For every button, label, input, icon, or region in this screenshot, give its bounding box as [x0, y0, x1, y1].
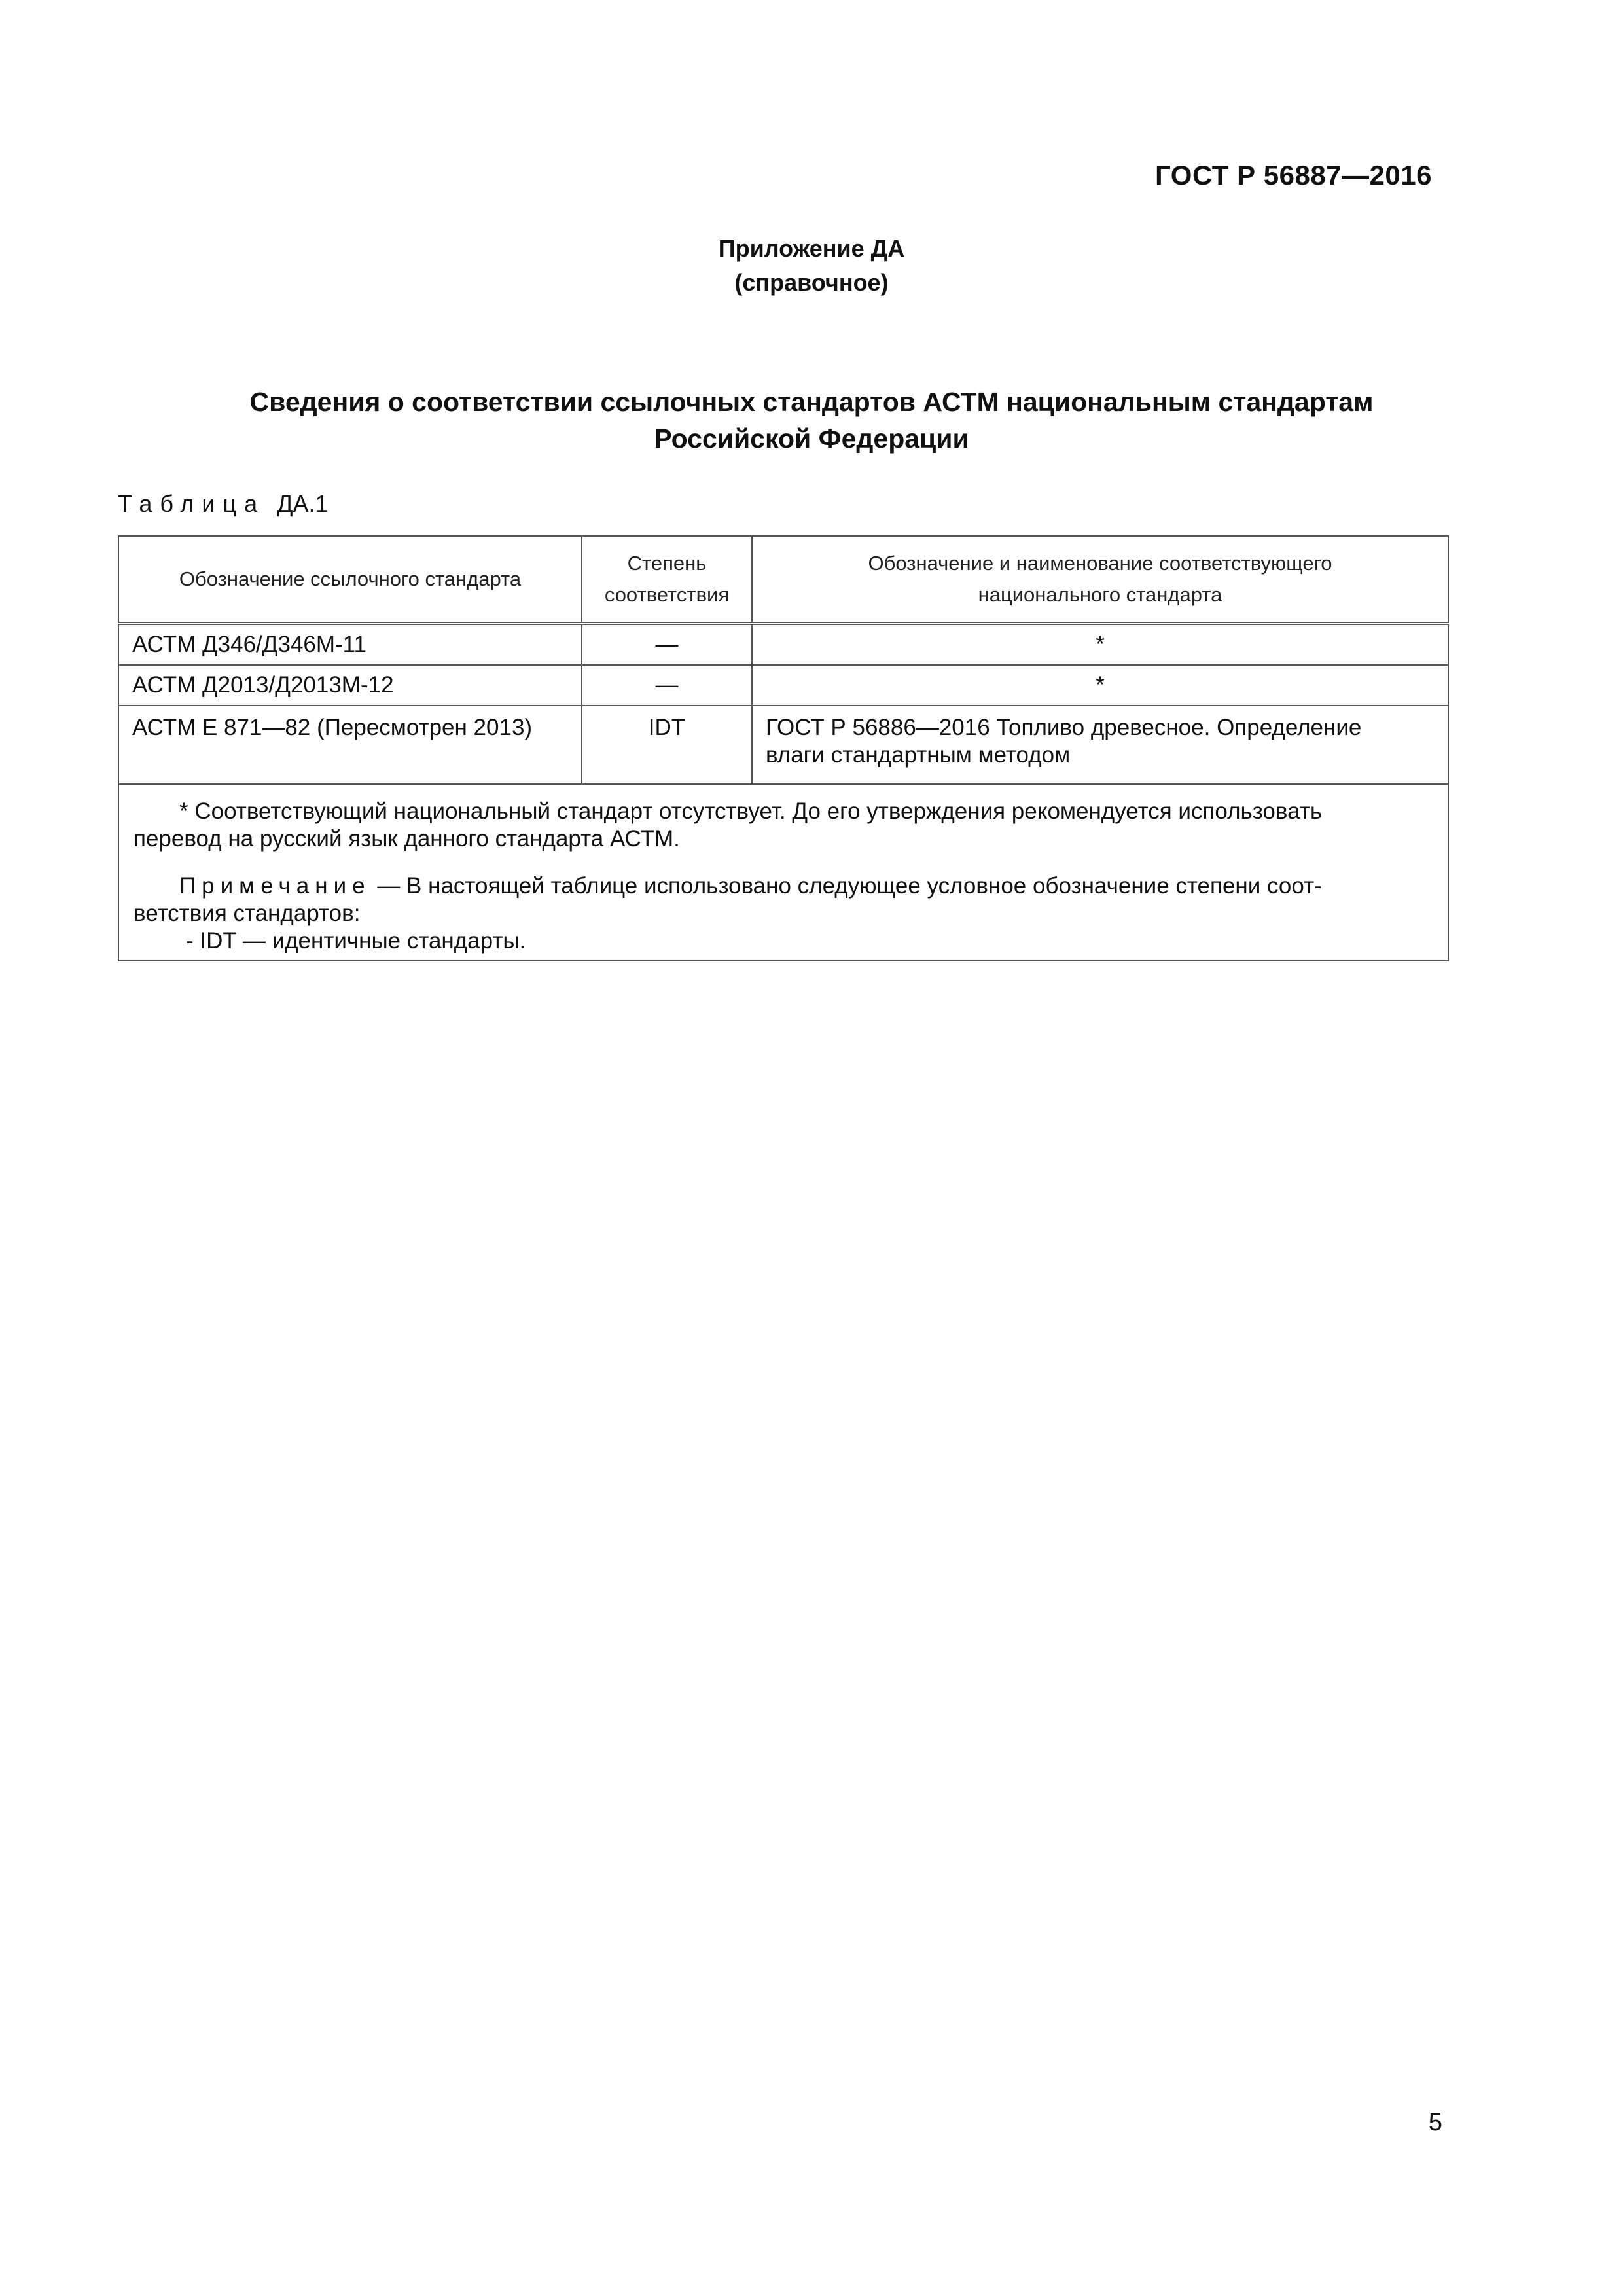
header-national-standard [752, 536, 1448, 624]
cell-degree: IDT [582, 706, 752, 784]
cell-reference: АСТМ Д346/Д346М-11 [118, 624, 582, 666]
note-label: Примечание [179, 873, 371, 899]
cell-national-line1: ГОСТ Р 56886—2016 Топливо древесное. Определение [766, 715, 1362, 740]
document-code: ГОСТ Р 56887—2016 [1155, 160, 1432, 190]
note-bullet: - IDT — идентичные стандарты. [186, 928, 526, 954]
section-title-line1: Сведения о соответствии ссылочных стандартов АСТМ национальным стандартам [249, 387, 1374, 417]
table-row [118, 665, 1448, 706]
header-national-line2: национального стандарта [978, 583, 1222, 606]
cell-degree: — [582, 665, 752, 706]
appendix-heading [0, 232, 1623, 300]
note-line1 [134, 872, 1433, 900]
header-reference-standard: Обозначение ссылочного стандарта [118, 536, 582, 624]
appendix-subtitle: (справочное) [734, 269, 889, 296]
table-row [118, 706, 1448, 784]
appendix-title: Приложение ДА [718, 235, 905, 262]
header-degree-line2: соответствия [604, 583, 730, 606]
table-header-row [118, 536, 1448, 624]
table-notes [118, 784, 1448, 961]
cell-national-line2: влаги стандартным методом [766, 742, 1071, 768]
note-line2: ветствия стандартов: [134, 901, 361, 926]
header-national-line1: Обозначение и наименование соответствующего [868, 552, 1332, 575]
table-caption [118, 490, 329, 518]
cell-national [752, 706, 1448, 784]
cell-reference: АСТМ Е 871—82 (Пересмотрен 2013) [118, 706, 582, 784]
section-title [157, 384, 1466, 457]
page-number: 5 [1428, 2109, 1442, 2136]
section-title-line2: Российской Федерации [654, 423, 969, 454]
table-caption-word: Таблица [118, 490, 266, 517]
header-degree-line1: Степень [627, 552, 707, 575]
table-notes-row [118, 784, 1448, 961]
standards-table [118, 535, 1449, 961]
cell-degree: — [582, 624, 752, 666]
footnote-line1: * Соответствующий национальный стандарт отсутствует. До его утверждения рекомендуется использовать [179, 798, 1323, 824]
note-text: — В настоящей таблице использовано следующее условное обозначение степени соот- [370, 873, 1322, 899]
cell-reference: АСТМ Д2013/Д2013М-12 [118, 665, 582, 706]
table-caption-number: ДА.1 [277, 490, 329, 517]
table-row [118, 624, 1448, 666]
header-degree-of-correspondence [582, 536, 752, 624]
cell-national: * [752, 624, 1448, 666]
cell-national: * [752, 665, 1448, 706]
footnote-line2: перевод на русский язык данного стандарта АСТМ. [134, 826, 680, 852]
